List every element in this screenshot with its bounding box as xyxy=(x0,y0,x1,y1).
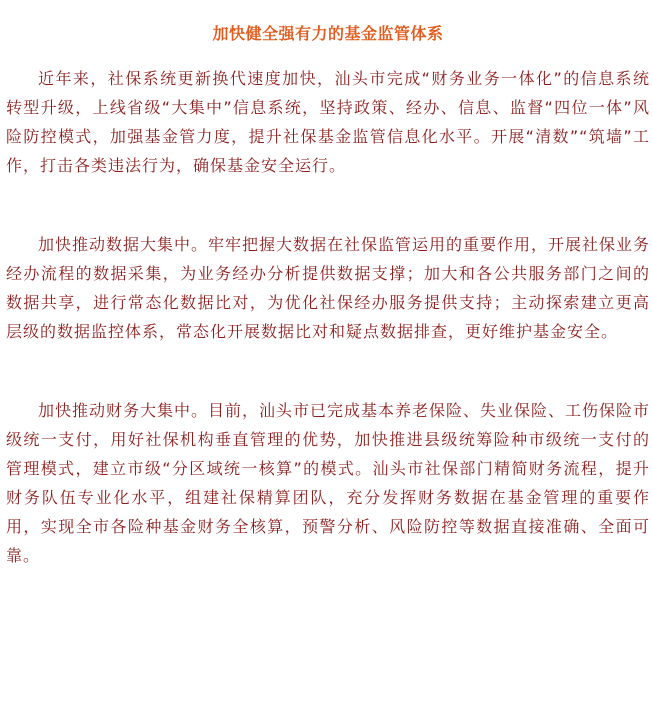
article-title: 加快健全强有力的基金监管体系 xyxy=(212,24,444,43)
article xyxy=(6,0,650,570)
paragraph-intro: 近年来，社保系统更新换代速度加快，汕头市完成“财务业务一体化”的信息系统转型升级，上线省级“大集中”信息系统，坚持政策、经办、信息、监督“四位一体”风险防控模式，加强基金管力度，提升社保基金监管信息化水平。开展“清数”“筑墙”工作，打击各类违法行为，确保基金安全运行。 xyxy=(6,69,650,175)
paragraph-finance-centralization: 加快推动财务大集中。目前，汕头市已完成基本养老保险、失业保险、工伤保险市级统一支付，用好社保机构垂直管理的优势，加快推进县级统筹险种市级统一支付的管理模式，建立市级“分区域统一核算”的模式。汕头市社保部门精简财务流程，提升财务队伍专业化水平，组建社保精算团队，充分发挥财务数据在基金管理的重要作用，实现全市各险种基金财务全核算，预警分析、风险防控等数据直接准确、全面可靠。 xyxy=(6,401,651,565)
paragraph-data-centralization: 加快推动数据大集中。牢牢把握大数据在社保监管运用的重要作用，开展社保业务经办流程的数据采集，为业务经办分析提供数据支撑；加大和各公共服务部门之间的数据共享，进行常态化数据比对，为优化社保经办服务提供支持；主动探索建立更高层级的数据监控体系，常态化开展数据比对和疑点数据排查，更好维护基金安全。 xyxy=(6,235,651,341)
